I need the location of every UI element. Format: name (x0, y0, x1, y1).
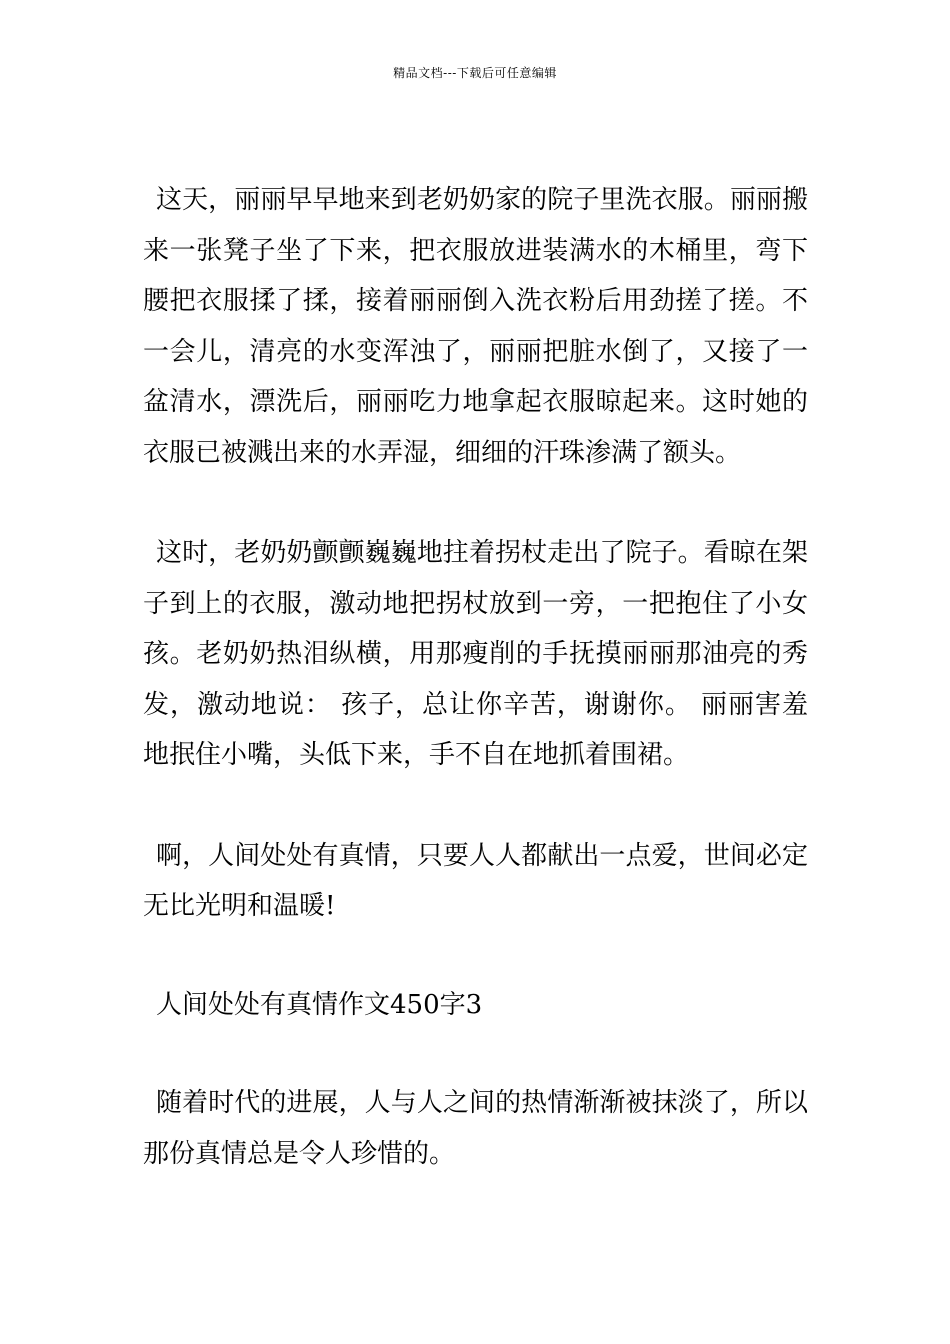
paragraph-2: 这时，老奶奶颤颤巍巍地拄着拐杖走出了院子。看晾在架子到上的衣服，激动地把拐杖放到一旁，一把抱住了小女孩。老奶奶热泪纵横，用那瘦削的手抚摸丽丽那油亮的秀发，激动地说： 孩子，总让你辛苦，谢谢你。 丽丽害羞地抿住小嘴，头低下来，手不自在地抓着围裙。 (143, 538, 808, 770)
header-note: 精品文档---下载后可任意编辑 (393, 66, 557, 80)
section-heading: 人间处处有真情作文450字3 (156, 989, 483, 1020)
paragraph-spacer (143, 1030, 808, 1078)
document-body (143, 175, 808, 1179)
paragraph-spacer (143, 478, 808, 528)
paragraph-1: 这天，丽丽早早地来到老奶奶家的院子里洗衣服。丽丽搬来一张凳子坐了下来，把衣服放进装满水的木桶里，弯下腰把衣服揉了揉，接着丽丽倒入洗衣粉后用劲搓了搓。不一会儿，清亮的水变浑浊了，丽丽把脏水倒了，又接了一盆清水，漂洗后，丽丽吃力地拿起衣服晾起来。这时她的衣服已被溅出来的水弄湿，细细的汗珠渗满了额头。 (143, 185, 808, 468)
paragraph-3: 啊，人间处处有真情，只要人人都献出一点爱，世间必定无比光明和温暖! (143, 840, 808, 921)
paragraph-spacer (143, 932, 808, 980)
paragraph-4: 随着时代的进展，人与人之间的热情渐渐被抹淡了，所以那份真情总是令人珍惜的。 (143, 1088, 808, 1169)
paragraph-spacer (143, 781, 808, 831)
